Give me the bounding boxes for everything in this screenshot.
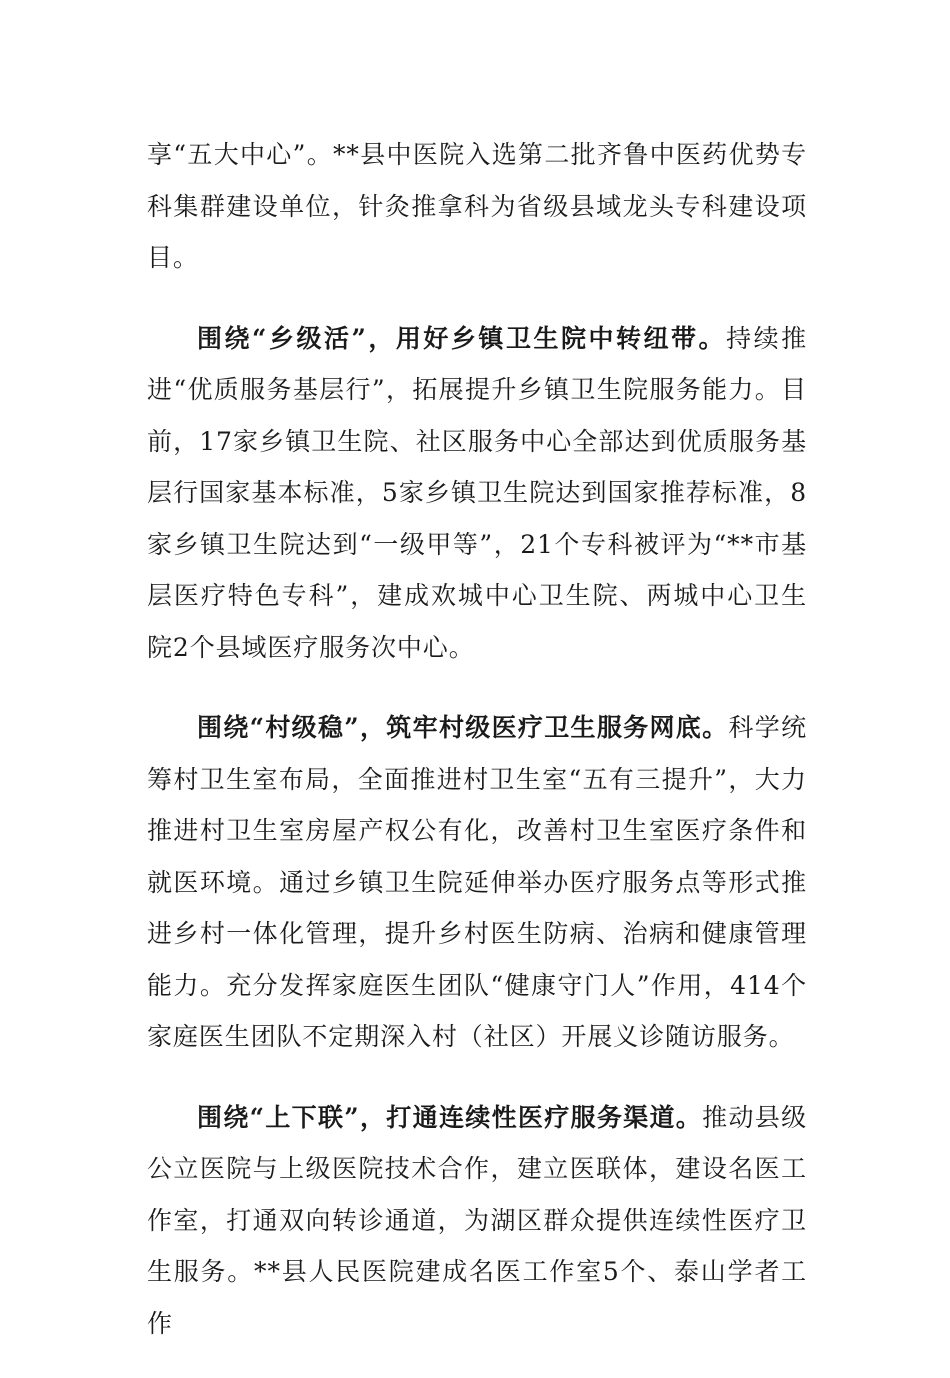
paragraph-heading: 围绕“村级稳”，筑牢村级医疗卫生服务网底。 [197, 713, 729, 742]
paragraph-text: 科学统筹村卫生室布局，全面推进村卫生室“五有三提升”，大力推进村卫生室房屋产权公有化，改善村卫生室医疗条件和就医环境。通过乡镇卫生院延伸举办医疗服务点等形式推进乡村一体化管理，提升乡村医生防病、治病和健康管理能力。充分发挥家庭医生团队“健康守门人”作用，414个家庭医生团队不定期深入村（社区）开展义诊随访服务。 [147, 713, 807, 1051]
paragraph-heading: 围绕“乡级活”，用好乡镇卫生院中转纽带。 [197, 323, 727, 353]
paragraph-continuous-service [147, 1092, 807, 1350]
paragraph-heading: 围绕“上下联”，打通连续性医疗服务渠道。 [197, 1102, 703, 1132]
paragraph-text: 持续推进“优质服务基层行”，拓展提升乡镇卫生院服务能力。目前，17家乡镇卫生院、社区服务中心全部达到优质服务基层行国家基本标准，5家乡镇卫生院达到国家推荐标准，8家乡镇卫生院达到“一级甲等”，21个专科被评为“**市基层医疗特色专科”，建成欢城中心卫生院、两城中心卫生院2个县域医疗服务次中心。 [147, 323, 807, 662]
document-body [147, 129, 807, 1378]
paragraph-township-health [147, 313, 807, 674]
paragraph-text: 享“五大中心”。**县中医院入选第二批齐鲁中医药优势专科集群建设单位，针灸推拿科为省级县域龙头专科建设项目。 [147, 140, 807, 272]
paragraph-continuation [147, 129, 807, 284]
paragraph-text: 推动县级公立医院与上级医院技术合作，建立医联体，建设名医工作室，打通双向转诊通道，为湖区群众提供连续性医疗卫生服务。**县人民医院建成名医工作室5个、泰山学者工作 [147, 1102, 807, 1338]
paragraph-village-health [147, 702, 807, 1063]
